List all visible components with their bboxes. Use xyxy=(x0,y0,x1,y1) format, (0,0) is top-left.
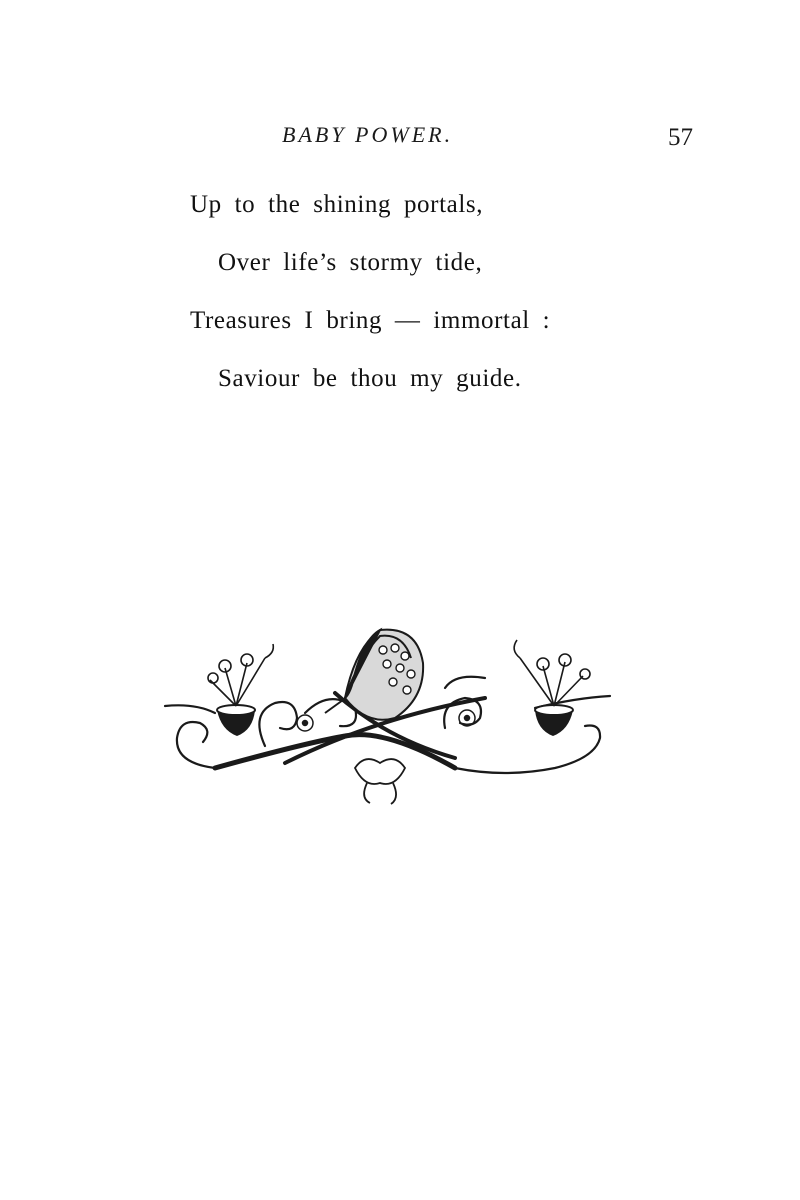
poem-line: Saviour be thou my guide. xyxy=(218,365,522,392)
vignette-scroll xyxy=(259,702,297,746)
right-flower-sprig xyxy=(514,640,590,706)
right-flower-cup xyxy=(535,705,573,736)
poem-line: Treasures I bring — immortal : xyxy=(190,307,551,334)
left-flower-cup xyxy=(217,705,255,736)
running-title: BABY POWER. xyxy=(282,122,454,147)
left-flower-sprig xyxy=(208,644,273,706)
vignette-scroll xyxy=(177,722,215,768)
butterfly xyxy=(325,630,423,720)
poem-line: Over life’s stormy tide, xyxy=(218,249,483,276)
page-number: 57 xyxy=(668,124,693,151)
poem-stanza xyxy=(190,188,670,420)
vignette-scroll xyxy=(445,677,485,688)
poem-line: Up to the shining portals, xyxy=(190,191,484,218)
leaf-cluster xyxy=(355,759,405,804)
vignette-scroll xyxy=(165,705,215,713)
butterfly-floral-vignette-icon xyxy=(155,618,615,808)
vignette-scroll xyxy=(455,726,600,774)
